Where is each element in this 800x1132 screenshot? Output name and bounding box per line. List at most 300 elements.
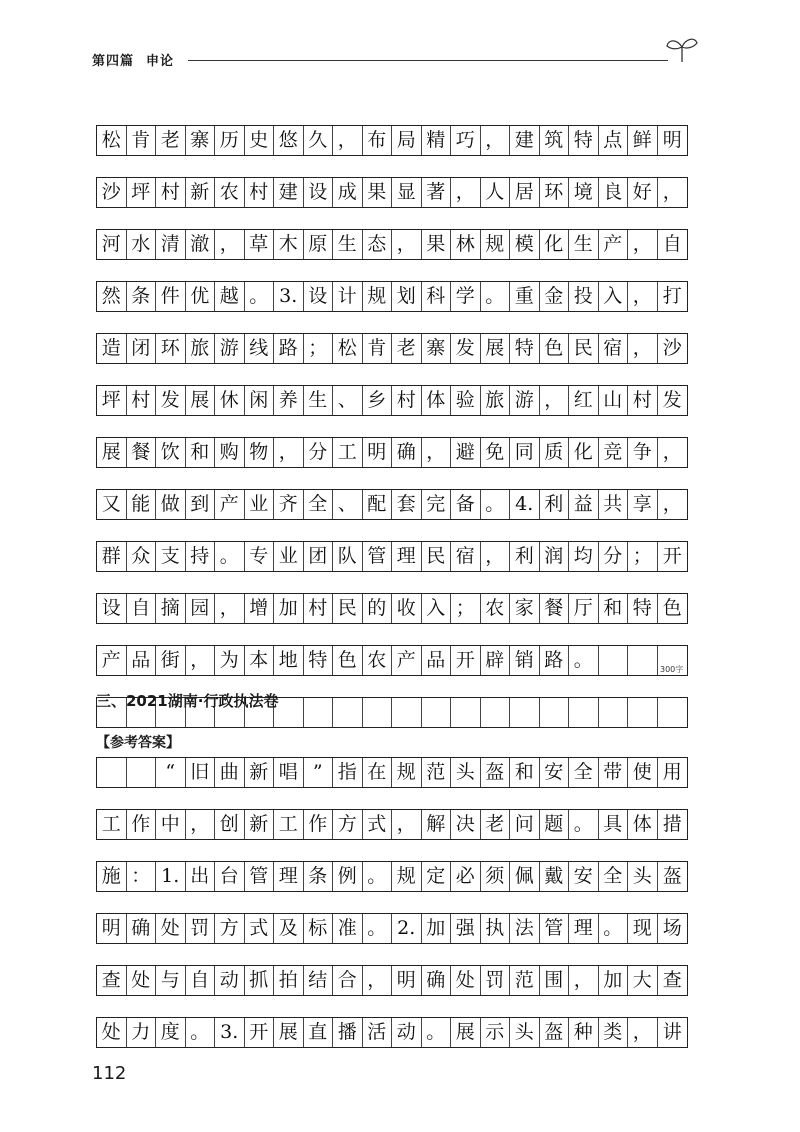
grid-cell: 村 [628, 386, 658, 415]
grid-cell: 新 [245, 810, 275, 839]
grid-cell: 动 [392, 1018, 422, 1047]
grid-cell: 支 [156, 542, 186, 571]
grid-cell: 水 [127, 230, 157, 259]
grid-cell: 鲜 [628, 126, 658, 155]
grid-cell: 队 [333, 542, 363, 571]
grid-cell: “ [156, 758, 186, 787]
grid-cell: 购 [215, 438, 245, 467]
grid-cell: 管 [363, 542, 393, 571]
grid-cell: ， [392, 230, 422, 259]
grid-cell: 布 [363, 126, 393, 155]
grid-cell: 合 [333, 966, 363, 995]
grid-cell: 。 [481, 490, 511, 519]
grid-row [96, 861, 688, 892]
grid-cell: 生 [569, 230, 599, 259]
grid-cell: 执 [481, 914, 511, 943]
grid-cell: 澈 [186, 230, 216, 259]
grid-cell: 闭 [127, 334, 157, 363]
grid-cell: 松 [333, 334, 363, 363]
grid-cell: 活 [363, 1018, 393, 1047]
grid-row [96, 229, 688, 260]
grid-row [96, 177, 688, 208]
grid-cell [540, 698, 570, 727]
grid-cell: 境 [569, 178, 599, 207]
grid-cell: 安 [569, 862, 599, 891]
grid-cell: 发 [451, 334, 481, 363]
grid-cell: ； [304, 334, 334, 363]
grid-cell: 模 [510, 230, 540, 259]
grid-cell: 坪 [97, 386, 127, 415]
grid-cell [569, 698, 599, 727]
grid-cell: 饮 [156, 438, 186, 467]
grid-cell: 老 [481, 810, 511, 839]
grid-cell: 配 [363, 490, 393, 519]
grid-cell: 局 [392, 126, 422, 155]
grid-cell: 避 [451, 438, 481, 467]
grid-cell: 路 [274, 334, 304, 363]
grid-cell: 的 [363, 594, 393, 623]
grid-cell: 拍 [274, 966, 304, 995]
grid-cell [451, 698, 481, 727]
grid-cell: ， [569, 966, 599, 995]
grid-cell: 环 [156, 334, 186, 363]
grid-cell: 处 [127, 966, 157, 995]
grid-cell: 到 [186, 490, 216, 519]
grid-cell: 闲 [245, 386, 275, 415]
grid-cell [333, 698, 363, 727]
grid-cell: 为 [215, 646, 245, 675]
grid-row [96, 489, 688, 520]
grid-cell: 须 [481, 862, 511, 891]
grid-cell: 。 [599, 914, 629, 943]
grid-cell: 围 [540, 966, 570, 995]
grid-cell: 式 [245, 914, 275, 943]
grid-cell: 罚 [186, 914, 216, 943]
grid-cell: 明 [363, 438, 393, 467]
grid-cell: 村 [127, 386, 157, 415]
grid-cell: 游 [510, 386, 540, 415]
grid-cell: 宿 [451, 542, 481, 571]
grid-cell: 示 [481, 1018, 511, 1047]
grid-cell: 山 [599, 386, 629, 415]
grid-cell: 3. [215, 1018, 245, 1047]
grid-cell: 摘 [156, 594, 186, 623]
grid-cell: 指 [333, 758, 363, 787]
grid-cell: 、 [333, 386, 363, 415]
grid-cell: 和 [186, 438, 216, 467]
grid-cell: 筑 [540, 126, 570, 155]
section-title: 三、2021湖南·行政执法卷 [96, 692, 279, 710]
grid-cell: ， [274, 438, 304, 467]
grid-row [96, 645, 688, 676]
grid-cell: ， [363, 966, 393, 995]
grid-cell: 越 [215, 282, 245, 311]
grid-cell: 民 [422, 542, 452, 571]
grid-cell: ； [451, 594, 481, 623]
running-header [92, 50, 174, 69]
grid-cell: 加 [422, 914, 452, 943]
grid-cell: 。 [569, 646, 599, 675]
grid-cell: 色 [333, 646, 363, 675]
grid-cell [599, 646, 629, 675]
grid-cell: 头 [451, 758, 481, 787]
grid-cell: 红 [569, 386, 599, 415]
grid-cell: 餐 [127, 438, 157, 467]
grid-cell: 农 [215, 178, 245, 207]
grid-cell [363, 698, 393, 727]
grid-cell: ， [451, 178, 481, 207]
grid-cell: 种 [569, 1018, 599, 1047]
grid-cell: 金 [540, 282, 570, 311]
grid-cell: 村 [392, 386, 422, 415]
grid-cell: 化 [569, 438, 599, 467]
grid-cell: 群 [97, 542, 127, 571]
grid-cell: 线 [245, 334, 275, 363]
grid-cell: 坪 [127, 178, 157, 207]
grid-cell: 果 [422, 230, 452, 259]
grid-cell: ， [662, 441, 682, 463]
grid-cell: 用 [662, 761, 682, 783]
grid-cell: 作 [304, 810, 334, 839]
grid-cell: 收 [392, 594, 422, 623]
grid-cell: 质 [540, 438, 570, 467]
grid-cell: 。 [363, 914, 393, 943]
grid-cell: 润 [540, 542, 570, 571]
grid-row [96, 1017, 688, 1048]
grid-cell: 建 [510, 126, 540, 155]
grid-cell: 设 [304, 282, 334, 311]
grid-cell: 特 [304, 646, 334, 675]
grid-cell: 加 [274, 594, 304, 623]
grid-cell: 旅 [481, 386, 511, 415]
grid-cell: 在 [363, 758, 393, 787]
grid-cell: 工 [97, 810, 127, 839]
grid-cell: 发 [156, 386, 186, 415]
grid-cell: 现 [628, 914, 658, 943]
grid-cell: 成 [333, 178, 363, 207]
grid-cell: 确 [392, 438, 422, 467]
header-chapter: 申论 [146, 54, 175, 69]
grid-cell: 展 [274, 1018, 304, 1047]
grid-cell: 管 [540, 914, 570, 943]
grid-cell: 盔 [540, 1018, 570, 1047]
grid-cell: 场 [662, 917, 682, 939]
grid-cell: 2. [392, 914, 422, 943]
grid-cell: 造 [97, 334, 127, 363]
grid-cell: 农 [481, 594, 511, 623]
grid-cell: ， [481, 126, 511, 155]
grid-cell [304, 698, 334, 727]
grid-row [96, 437, 688, 468]
grid-cell: 色 [662, 597, 682, 619]
grid-cell: ， [540, 386, 570, 415]
grid-cell [628, 646, 658, 675]
grid-cell: ， [392, 810, 422, 839]
grid-cell: 方 [333, 810, 363, 839]
grid-cell: 开 [662, 545, 682, 567]
grid-cell: 乡 [363, 386, 393, 415]
grid-cell: 沙 [97, 178, 127, 207]
page-number: 112 [92, 1063, 127, 1084]
grid-cell: 木 [274, 230, 304, 259]
grid-cell: 件 [156, 282, 186, 311]
grid-row [96, 541, 688, 572]
grid-cell: 安 [540, 758, 570, 787]
grid-cell: 争 [628, 438, 658, 467]
grid-cell: 特 [510, 334, 540, 363]
grid-cell: 理 [274, 862, 304, 891]
grid-cell: 产 [97, 646, 127, 675]
grid-cell: 清 [156, 230, 186, 259]
grid-cell: 团 [304, 542, 334, 571]
grid-cell: 确 [422, 966, 452, 995]
grid-cell: 动 [215, 966, 245, 995]
grid-cell: ， [481, 542, 511, 571]
grid-cell: 化 [540, 230, 570, 259]
grid-cell: 增 [245, 594, 275, 623]
grid-cell: ； [628, 542, 658, 571]
grid-cell: 农 [363, 646, 393, 675]
grid-cell: 播 [333, 1018, 363, 1047]
grid-cell: 规 [481, 230, 511, 259]
grid-cell: 中 [156, 810, 186, 839]
grid-cell: 业 [274, 542, 304, 571]
grid-cell: 村 [156, 178, 186, 207]
grid-cell: 大 [628, 966, 658, 995]
grid-cell: 品 [422, 646, 452, 675]
grid-cell [481, 698, 511, 727]
grid-cell: 体 [422, 386, 452, 415]
word-count-label: 300字 [660, 665, 684, 674]
sprout-icon [664, 34, 700, 64]
grid-cell: 。 [245, 282, 275, 311]
grid-cell: 专 [245, 542, 275, 571]
grid-cell: 题 [540, 810, 570, 839]
grid-cell: 确 [127, 914, 157, 943]
grid-cell: 理 [392, 542, 422, 571]
grid-cell [599, 698, 629, 727]
grid-cell: 物 [245, 438, 275, 467]
grid-cell: 特 [569, 126, 599, 155]
grid-cell: 加 [599, 966, 629, 995]
grid-cell: 环 [540, 178, 570, 207]
grid-cell: 查 [97, 966, 127, 995]
grid-cell: 家 [510, 594, 540, 623]
grid-cell: 。 [481, 282, 511, 311]
grid-cell: 规 [392, 758, 422, 787]
grid-cell: 餐 [540, 594, 570, 623]
grid-cell: 优 [186, 282, 216, 311]
grid-cell [127, 758, 157, 787]
grid-cell: 出 [186, 862, 216, 891]
grid-row [96, 385, 688, 416]
grid-cell: 定 [422, 862, 452, 891]
grid-cell: 与 [156, 966, 186, 995]
grid-cell: 肯 [363, 334, 393, 363]
grid-cell: 解 [422, 810, 452, 839]
grid-cell: 条 [127, 282, 157, 311]
grid-cell: 品 [127, 646, 157, 675]
grid-cell: 齐 [274, 490, 304, 519]
grid-cell: 处 [156, 914, 186, 943]
grid-cell: 打 [662, 285, 682, 307]
grid-cell: 生 [304, 386, 334, 415]
grid-cell: 台 [215, 862, 245, 891]
grid-cell: 态 [363, 230, 393, 259]
grid-cell: 沙 [662, 337, 682, 359]
grid-cell: 利 [510, 542, 540, 571]
grid-cell: 旧 [186, 758, 216, 787]
grid-cell: 查 [662, 969, 682, 991]
grid-cell: 4. [510, 490, 540, 519]
grid-cell: 盔 [481, 758, 511, 787]
grid-cell: 分 [304, 438, 334, 467]
grid-cell: ， [628, 1018, 658, 1047]
grid-cell: 计 [333, 282, 363, 311]
grid-row [96, 913, 688, 944]
grid-cell: 利 [540, 490, 570, 519]
grid-cell: ， [333, 126, 363, 155]
grid-cell: 头 [628, 862, 658, 891]
grid-cell: 村 [304, 594, 334, 623]
grid-cell: 例 [333, 862, 363, 891]
grid-cell: 重 [510, 282, 540, 311]
grid-cell: 精 [422, 126, 452, 155]
grid-cell: 力 [127, 1018, 157, 1047]
header-rule [188, 60, 668, 61]
grid-cell: 享 [628, 490, 658, 519]
grid-cell: 条 [304, 862, 334, 891]
grid-cell: 明 [392, 966, 422, 995]
grid-cell: 罚 [481, 966, 511, 995]
grid-cell: 唱 [274, 758, 304, 787]
grid-cell: 戴 [540, 862, 570, 891]
grid-cell: 处 [451, 966, 481, 995]
grid-cell: 悠 [274, 126, 304, 155]
grid-cell: 开 [451, 646, 481, 675]
grid-cell: 投 [569, 282, 599, 311]
answer-grid-1 [96, 125, 688, 749]
grid-cell: 肯 [127, 126, 157, 155]
grid-cell: 划 [392, 282, 422, 311]
grid-row [96, 125, 688, 156]
grid-cell: 显 [392, 178, 422, 207]
grid-cell: 头 [510, 1018, 540, 1047]
grid-cell [392, 698, 422, 727]
grid-cell: 。 [186, 1018, 216, 1047]
grid-cell: 管 [245, 862, 275, 891]
grid-cell: 和 [510, 758, 540, 787]
grid-cell: ， [628, 282, 658, 311]
grid-cell: 竞 [599, 438, 629, 467]
grid-cell: 分 [599, 542, 629, 571]
grid-cell [422, 698, 452, 727]
grid-cell: 。 [363, 862, 393, 891]
grid-row [96, 757, 688, 788]
grid-cell: 。 [215, 542, 245, 571]
grid-cell: 休 [215, 386, 245, 415]
grid-cell: 园 [186, 594, 216, 623]
grid-cell [510, 698, 540, 727]
grid-cell: 和 [599, 594, 629, 623]
grid-cell: 问 [510, 810, 540, 839]
answer-grid-2 [96, 757, 688, 1069]
grid-cell: 具 [599, 810, 629, 839]
grid-cell: 强 [451, 914, 481, 943]
grid-cell [658, 698, 688, 727]
grid-cell: 又 [97, 490, 127, 519]
grid-cell: 地 [274, 646, 304, 675]
grid-cell: 同 [510, 438, 540, 467]
grid-cell: 好 [628, 178, 658, 207]
grid-cell: 直 [304, 1018, 334, 1047]
grid-cell: 式 [363, 810, 393, 839]
grid-cell: 决 [451, 810, 481, 839]
grid-cell: 工 [274, 810, 304, 839]
grid-cell [628, 698, 658, 727]
grid-row [96, 965, 688, 996]
grid-cell: 然 [97, 282, 127, 311]
grid-cell: 共 [599, 490, 629, 519]
grid-cell: 宿 [599, 334, 629, 363]
grid-cell: 良 [599, 178, 629, 207]
grid-cell: 寨 [422, 334, 452, 363]
grid-cell: 众 [127, 542, 157, 571]
grid-cell: 街 [156, 646, 186, 675]
grid-cell: ， [186, 646, 216, 675]
grid-cell: 产 [599, 230, 629, 259]
grid-cell: 展 [451, 1018, 481, 1047]
grid-cell: 1. [156, 862, 186, 891]
grid-cell: 结 [304, 966, 334, 995]
grid-cell: 色 [540, 334, 570, 363]
grid-cell: 果 [363, 178, 393, 207]
grid-cell: 完 [422, 490, 452, 519]
grid-cell: 规 [392, 862, 422, 891]
grid-cell: 设 [97, 594, 127, 623]
grid-cell: 施 [97, 862, 127, 891]
grid-cell: 均 [569, 542, 599, 571]
grid-row [96, 593, 688, 624]
grid-cell: ， [186, 810, 216, 839]
grid-cell: 全 [304, 490, 334, 519]
grid-cell: 林 [451, 230, 481, 259]
grid-cell: 措 [662, 813, 682, 835]
grid-cell: 老 [156, 126, 186, 155]
grid-cell: 免 [481, 438, 511, 467]
grid-cell: 持 [186, 542, 216, 571]
grid-cell: 新 [245, 758, 275, 787]
grid-cell: 理 [569, 914, 599, 943]
grid-cell: 3. [274, 282, 304, 311]
grid-row [96, 809, 688, 840]
grid-cell: 曲 [215, 758, 245, 787]
grid-cell: 处 [97, 1018, 127, 1047]
grid-cell: 益 [569, 490, 599, 519]
grid-cell: ： [127, 862, 157, 891]
grid-cell: 度 [156, 1018, 186, 1047]
grid-cell: 产 [215, 490, 245, 519]
grid-cell: 学 [451, 282, 481, 311]
header-part: 第四篇 [92, 54, 135, 69]
grid-cell: 盔 [662, 865, 682, 887]
grid-cell: 工 [333, 438, 363, 467]
grid-cell: ， [215, 230, 245, 259]
grid-cell: 久 [304, 126, 334, 155]
grid-cell: 人 [481, 178, 511, 207]
grid-cell: 入 [422, 594, 452, 623]
grid-cell: ” [304, 758, 334, 787]
